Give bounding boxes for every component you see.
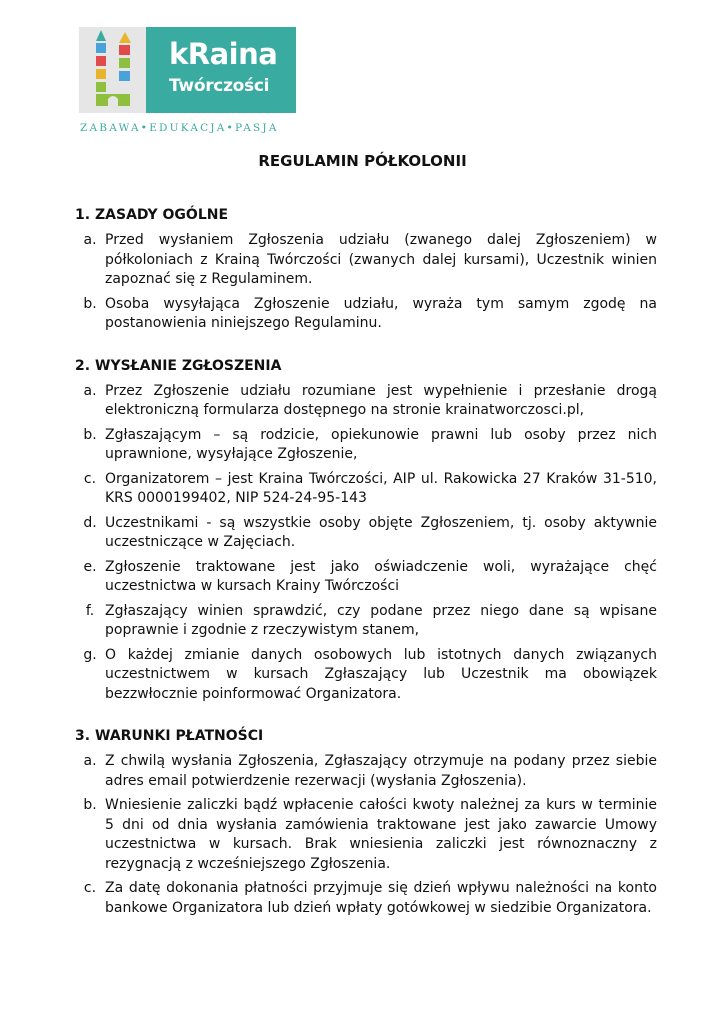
list-item-text: Z chwilą wysłania Zgłoszenia, Zgłaszający otrzymuje na podany przez siebie adres email potwierdzenie rezerwacji (wysłania Zgłoszenia). bbox=[105, 753, 657, 789]
list-item-letter: b. bbox=[83, 426, 97, 443]
list-item-letter: b. bbox=[83, 797, 97, 813]
castle-icon bbox=[79, 27, 146, 113]
logo-castle-panel bbox=[79, 27, 146, 113]
list-item-text: Za datę dokonania płatności przyjmuje się dzień wpływu należności na konto bankowe Organizatora lub dzień wpłaty gotówkowej w siedzibie Organizatora. bbox=[105, 880, 657, 916]
section-payment-terms bbox=[75, 726, 657, 918]
logo-tagline: ZABAWA•EDUKACJA•PASJA bbox=[80, 122, 279, 134]
list-item-letter: e. bbox=[83, 558, 97, 575]
list-item bbox=[75, 426, 657, 465]
section-number: 3. bbox=[75, 728, 91, 744]
section-title: WYSŁANIE ZGŁOSZENIA bbox=[95, 357, 282, 374]
list-item-letter: a. bbox=[83, 382, 97, 399]
list-item-letter: c. bbox=[83, 880, 97, 896]
list-item-text: O każdej zmianie danych osobowych lub istotnych danych związanych uczestnictwem w kursach Zgłaszający lub Uczestnik ma obowiązek bezzwłocznie poinformować Organizatora. bbox=[105, 646, 657, 702]
list-item-text: Przed wysłaniem Zgłoszenia udziału (zwanego dalej Zgłoszeniem) w półkoloniach z Krainą Twórczości (zwanych dalej kursami), Uczestnik winien zapoznać się z Regulaminem. bbox=[105, 232, 657, 287]
list-item-text: Organizatorem – jest Kraina Twórczości, AIP ul. Rakowicka 27 Kraków 31-510, KRS 0000199402, NIP 524-24-95-143 bbox=[105, 470, 657, 506]
list-item-letter: g. bbox=[83, 646, 97, 663]
list-item bbox=[75, 231, 657, 290]
list-item-letter: f. bbox=[85, 602, 95, 619]
list-item bbox=[75, 295, 657, 334]
list-item-text: Uczestnikami - są wszystkie osoby objęte Zgłoszeniem, tj. osoby aktywnie uczestniczące w Zajęciach. bbox=[105, 514, 657, 550]
section-title: ZASADY OGÓLNE bbox=[95, 207, 229, 223]
section-number: 1. bbox=[75, 207, 91, 223]
section-heading bbox=[75, 205, 657, 225]
list-item-text: Zgłaszający winien sprawdzić, czy podane przez niego dane są wpisane poprawnie i zgodnie z rzeczywistym stanem, bbox=[105, 602, 657, 638]
list-item bbox=[75, 470, 657, 509]
logo bbox=[79, 27, 296, 113]
list-item bbox=[75, 796, 657, 874]
list-item-letter: a. bbox=[83, 753, 97, 769]
list-item-text: Zgłoszenie traktowane jest jako oświadczenie woli, wyrażające chęć uczestnictwa w kursach Krainy Twórczości bbox=[105, 558, 657, 594]
section-heading bbox=[75, 726, 657, 746]
list-item-text: Osoba wysyłająca Zgłoszenie udziału, wyraża tym samym zgodę na postanowienia niniejszego Regulaminu. bbox=[105, 295, 657, 331]
list-item-text: Wniesienie zaliczki bądź wpłacenie całości kwoty należnej za kurs w terminie 5 dni od dnia wysłania zamówienia traktowane jest jako zawarcie Umowy uczestnictwa w kursach. Brak wniesienia zaliczki jest równoznaczny z rezygnacją z wcześniejszego Zgłoszenia. bbox=[105, 797, 657, 872]
logo-brand-name: kRaina bbox=[169, 37, 278, 71]
section-title: WARUNKI PŁATNOŚCI bbox=[95, 728, 264, 744]
document-body bbox=[75, 205, 657, 940]
list-item-letter: d. bbox=[83, 514, 97, 531]
list-item bbox=[75, 752, 657, 791]
document-title: REGULAMIN PÓŁKOLONII bbox=[258, 152, 467, 170]
list-item-text: Przez Zgłoszenie udziału rozumiane jest wypełnienie i przesłanie drogą elektroniczną formularza dostępnego na stronie krainatworczosci.pl, bbox=[105, 382, 657, 418]
list-item-letter: b. bbox=[83, 295, 97, 312]
section-number: 2. bbox=[75, 357, 91, 374]
list-item-letter: a. bbox=[83, 232, 97, 248]
list-item-letter: c. bbox=[83, 470, 97, 487]
section-sending-application bbox=[75, 356, 657, 705]
list-item bbox=[75, 558, 657, 597]
list-item-text: Zgłaszającym – są rodzicie, opiekunowie prawni lub osoby przez nich uprawnione, wysyłające Zgłoszenie, bbox=[105, 426, 657, 462]
section-heading bbox=[75, 356, 657, 376]
section-general-rules bbox=[75, 205, 657, 334]
logo-brand-subname: Twórczości bbox=[169, 76, 270, 96]
list-item bbox=[75, 382, 657, 421]
list-item bbox=[75, 879, 657, 918]
list-item bbox=[75, 514, 657, 553]
list-item bbox=[75, 646, 657, 705]
list-item bbox=[75, 602, 657, 641]
